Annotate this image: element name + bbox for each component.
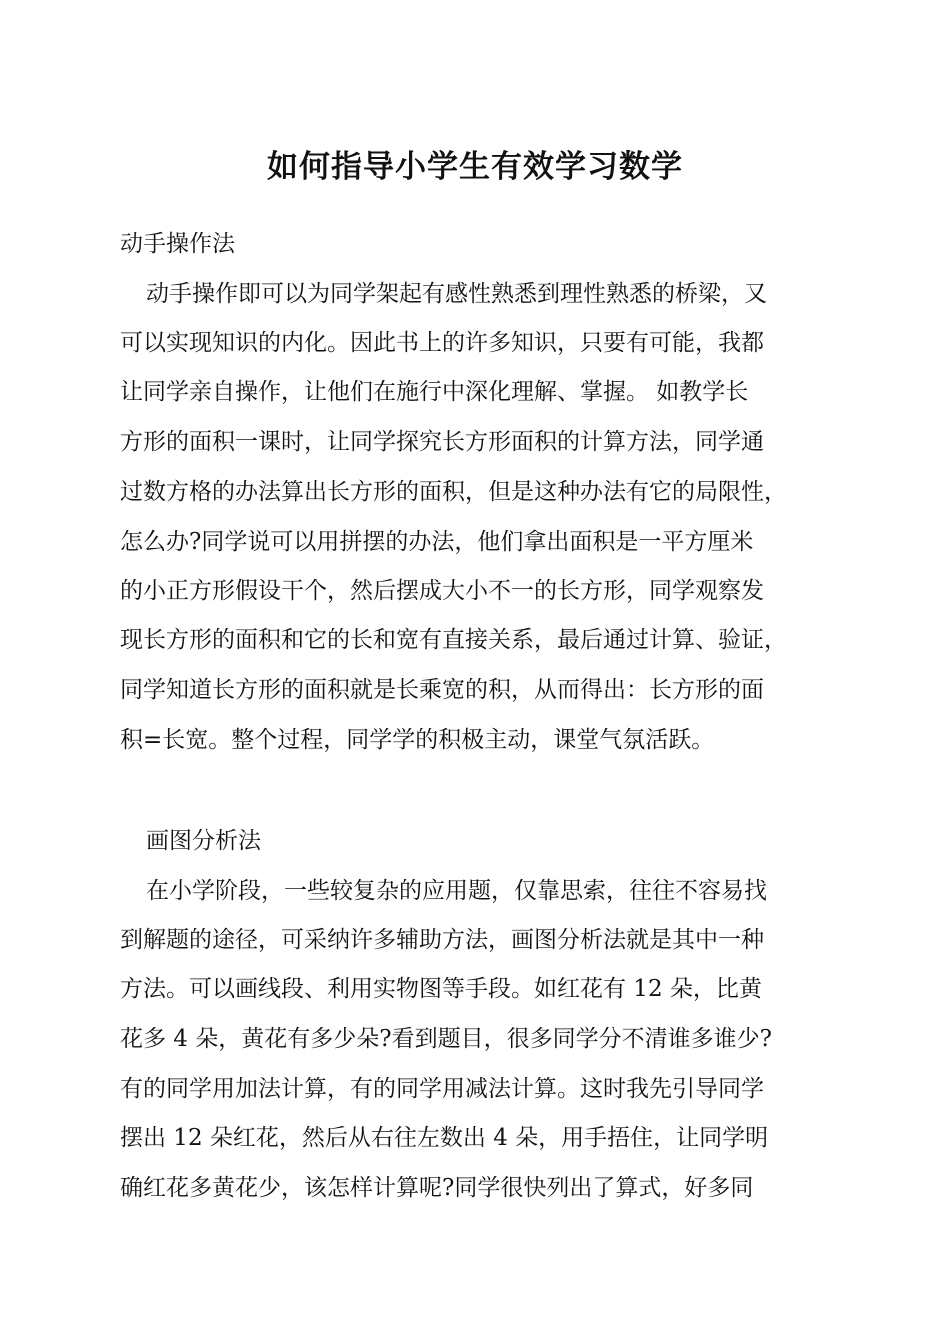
paragraph-line: 现长方形的面积和它的长和宽有直接关系，最后通过计算、验证， [120,627,787,653]
paragraph-line: 积=长宽。整个过程，同学学的积极主动，课堂气氛活跃。 [120,727,715,753]
paragraph-line: 在小学阶段，一些较复杂的应用题，仅靠思索，往往不容易找 [146,878,767,904]
document-title: 如何指导小学生有效学习数学 [267,149,683,185]
section-heading-hands-on: 动手操作法 [120,231,235,257]
paragraph-line: 怎么办?同学说可以用拼摆的办法，他们拿出面积是一平方厘米 [120,529,754,555]
paragraph-line: 动手操作即可以为同学架起有感性熟悉到理性熟悉的桥梁，又 [146,281,767,307]
paragraph-line: 确红花多黄花少，该怎样计算呢?同学很快列出了算式，好多同 [120,1175,754,1201]
paragraph-line: 方形的面积一课时，让同学探究长方形面积的计算方法，同学通 [120,429,764,455]
paragraph-line: 花多 4 朵，黄花有多少朵?看到题目，很多同学分不清谁多谁少? [120,1026,772,1052]
paragraph-line: 的小正方形假设干个，然后摆成大小不一的长方形，同学观察发 [120,578,764,604]
paragraph-line: 有的同学用加法计算，有的同学用减法计算。这时我先引导同学 [120,1076,764,1102]
paragraph-line: 到解题的途径，可采纳许多辅助方法，画图分析法就是其中一种 [120,927,764,953]
paragraph-line: 可以实现知识的内化。因此书上的许多知识，只要有可能，我都 [120,330,764,356]
paragraph-line: 过数方格的办法算出长方形的面积，但是这种办法有它的局限性， [120,479,787,505]
section-heading-diagram-analysis: 画图分析法 [146,828,261,854]
paragraph-line: 摆出 12 朵红花，然后从右往左数出 4 朵，用手捂住，让同学明 [120,1125,769,1151]
paragraph-line: 同学知道长方形的面积就是长乘宽的积，从而得出：长方形的面 [120,677,764,703]
paragraph-line: 方法。可以画线段、利用实物图等手段。如红花有 12 朵，比黄 [120,976,762,1002]
paragraph-line: 让同学亲自操作，让他们在施行中深化理解、掌握。 如教学长 [120,379,749,405]
